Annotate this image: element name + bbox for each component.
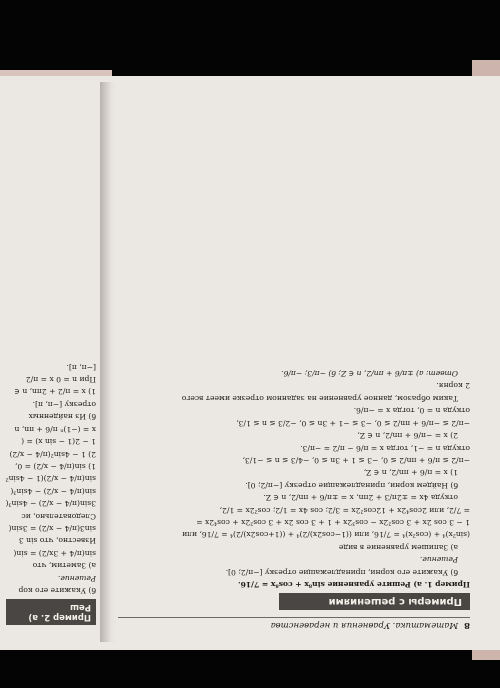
left-line: Следовательно, ис bbox=[21, 511, 96, 521]
left-line: x = (−1)ⁿ π/6 + πn, n bbox=[14, 424, 96, 434]
answer-line: Ответ: а) ±π/6 + πn/2, n ∈ Z; б) −π/3; −π/6. bbox=[281, 369, 458, 379]
page-number: 8 bbox=[464, 620, 470, 630]
left-line: Известно, что sin 3 bbox=[18, 536, 96, 546]
section-title: Примеры с решениями bbox=[279, 593, 470, 610]
text-line: б) Найдем корни, принадлежащие отрезку [−π/2; 0]. bbox=[245, 480, 458, 490]
solution-label: Решение. bbox=[419, 555, 458, 565]
left-line: 1 − 2(1 − sin x) = ( bbox=[21, 437, 96, 447]
formula-line: −π/2 ≤ −π/6 + πn/2 ≤ 0, −3 ≤ −1 + 3n ≤ 0, −2/3 ≤ n ≤ 1/3, bbox=[236, 418, 470, 428]
formula-line: −π/2 ≤ π/6 + πn/2 ≤ 0, −3 ≤ 1 + 3n ≤ 0, −4/3 ≤ n ≤ −1/3, bbox=[242, 455, 470, 465]
text-line: а) Запишем уравнение в виде bbox=[338, 542, 458, 552]
formula-line: откуда n = 0, тогда x = −π/6. bbox=[353, 406, 470, 416]
example-heading: Пример 1. а) Решите уравнение sin⁸x + cos⁸x = 7/16. bbox=[237, 580, 470, 589]
left-line: sin(π/4 − x/2) − 4sin³( bbox=[10, 486, 96, 496]
page-header bbox=[118, 617, 470, 630]
left-line: б) Укажите его кор bbox=[18, 586, 96, 595]
formula-line: откуда 4x = ±2π/3 + 2πn, x = ±π/6 + πn/2, n ∈ Z. bbox=[263, 493, 458, 503]
formula-line: 1) x = π/6 + πn/2, n ∈ Z, bbox=[363, 468, 458, 478]
left-line: Решение. bbox=[57, 573, 96, 583]
formula-line: 2) x = −π/6 + πn/2, n ∈ Z, bbox=[357, 431, 458, 441]
left-page-title: Пример 2. а) Реш bbox=[6, 599, 96, 625]
formula-line: (sin²x)⁴ + (cos²x)⁴ = 7/16, или ((1−cos2x)/2)⁴ + ((1+cos2x)/2)⁴ = 7/16, или bbox=[182, 530, 470, 540]
left-line: sin(π/4 + 3x/2) = sin( bbox=[13, 548, 96, 558]
left-line: б) Из найденных bbox=[28, 412, 96, 422]
left-line: При n = 0 x = π/2 bbox=[25, 375, 96, 385]
book-gutter bbox=[100, 82, 116, 642]
text-line: 2 корня. bbox=[436, 381, 470, 391]
left-line: отрезку [−π, π]. bbox=[32, 399, 96, 409]
left-line: 1) sin(π/4 − x/2) = 0, bbox=[14, 461, 96, 471]
left-line: 2) 1 − 4sin²(π/4 − x/2) bbox=[9, 449, 96, 459]
left-line: sin3(π/4 − x/2) = 3sin( bbox=[8, 523, 96, 533]
text-line: Таким образом, данное уравнение на заданном отрезке имеет всего bbox=[181, 393, 458, 403]
left-line: 1) x = π/2 + 2πn, n ∈ bbox=[14, 387, 96, 397]
formula-line: = 7/2, или 2cos⁴2x + 12cos²2x = 3/2; cos 4x = 1/2; cos²2x = 1/2, bbox=[219, 505, 470, 515]
left-line: а) Заметим, что bbox=[32, 561, 96, 571]
formula-line: откуда n = −1, тогда x = π/6 − π/2 = −π/3. bbox=[300, 443, 470, 453]
running-title: Математика. Уравнения и неравенства bbox=[270, 620, 459, 630]
left-line: [−π, π]. bbox=[66, 362, 96, 372]
right-page bbox=[118, 90, 470, 630]
text-line: б) Укажите его корни, принадлежащие отрезку [−π/2; 0]. bbox=[225, 567, 458, 577]
left-page bbox=[4, 92, 96, 632]
formula-line: 1 − 3 cos 2x + 3 cos²2x − cos³2x + 1 + 3 cos 2x + 3 cos²2x + cos⁴2x = bbox=[196, 517, 470, 527]
left-line: sin(π/4 − x/2)(1 − 4sin² bbox=[5, 474, 96, 484]
left-line: 3sin(π/4 − x/2) − 4sin³( bbox=[5, 499, 96, 509]
